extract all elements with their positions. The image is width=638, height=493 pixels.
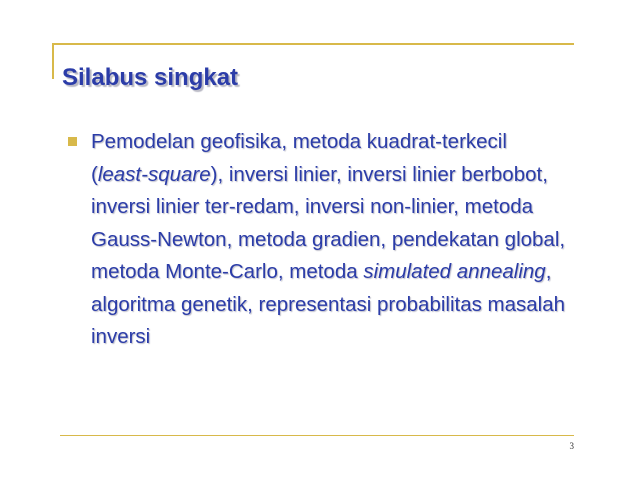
text-segment: Pemodelan geofisika, metoda kuadrat-terkecil ( xyxy=(91,130,507,186)
top-rule xyxy=(52,43,574,45)
text-segment: ), inversi linier, inversi linier berbobot, inversi linier ter-redam, inversi non-linier, metoda Gauss-Newton, metoda gradien, pendekatan global, metoda Monte-Carlo, metoda xyxy=(91,162,566,283)
italic-term-least-square: least-square xyxy=(97,162,211,186)
bullet-text xyxy=(91,130,565,348)
bullet-item xyxy=(66,126,566,354)
bullet-list xyxy=(66,126,566,354)
italic-term-simulated-annealing: simulated annealing xyxy=(363,260,546,283)
text-segment: , algoritma genetik, representasi probabilitas masalah inversi xyxy=(91,260,566,348)
page-number: 3 xyxy=(569,441,574,451)
left-rule xyxy=(52,43,54,79)
slide-title: Silabus singkat xyxy=(62,64,239,91)
square-bullet-icon xyxy=(68,137,77,146)
bottom-rule xyxy=(60,435,574,436)
